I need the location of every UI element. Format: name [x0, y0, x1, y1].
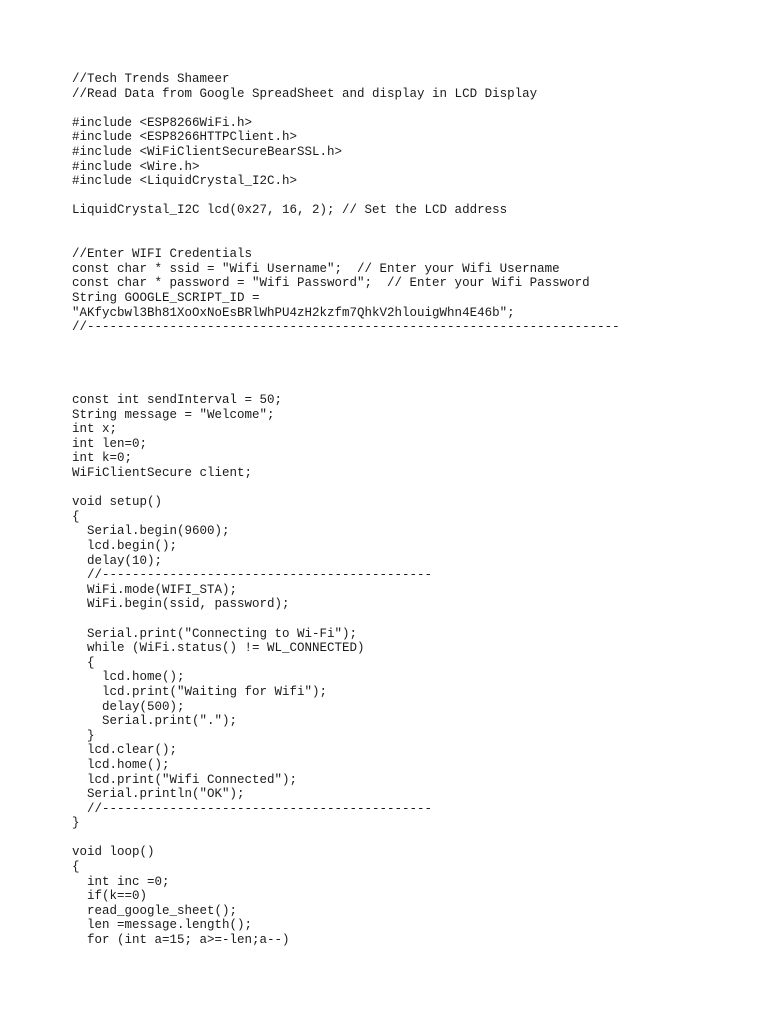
- code-line: void setup(): [72, 495, 163, 510]
- code-line: {: [72, 860, 80, 875]
- code-line: [72, 612, 752, 627]
- code-line: void loop(): [72, 845, 155, 860]
- code-line: [72, 364, 752, 379]
- code-line: WiFiClientSecure client;: [72, 466, 253, 481]
- code-line: WiFi.mode(WIFI_STA);: [72, 582, 238, 597]
- code-line: [72, 233, 752, 248]
- code-line: //Read Data from Google SpreadSheet and display in LCD Display: [72, 86, 538, 101]
- code-line: {: [72, 509, 80, 524]
- code-line: //Tech Trends Shameer: [72, 72, 230, 86]
- code-line: //Enter WIFI Credentials: [72, 247, 253, 262]
- code-line: Serial.print("Connecting to Wi-Fi");: [72, 626, 358, 641]
- code-line: for (int a=15; a>=-len;a--): [72, 933, 290, 948]
- code-line: //-----------------------------------------------------------------------: [72, 320, 620, 335]
- code-line: String message = "Welcome";: [72, 407, 275, 422]
- code-line: //--------------------------------------------: [72, 801, 433, 816]
- code-line: [72, 349, 752, 364]
- code-line: #include <LiquidCrystal_I2C.h>: [72, 174, 298, 189]
- code-line: [72, 189, 752, 204]
- code-line: {: [72, 655, 95, 670]
- code-line: [72, 831, 752, 846]
- code-line: read_google_sheet();: [72, 903, 238, 918]
- code-line: lcd.print("Waiting for Wifi");: [72, 684, 328, 699]
- code-line: #include <Wire.h>: [72, 159, 200, 174]
- code-line: LiquidCrystal_I2C lcd(0x27, 16, 2); // Set the LCD address: [72, 203, 508, 218]
- code-line: }: [72, 728, 95, 743]
- code-line: WiFi.begin(ssid, password);: [72, 597, 290, 612]
- code-line: #include <WiFiClientSecureBearSSL.h>: [72, 144, 343, 159]
- code-line: int inc =0;: [72, 874, 170, 889]
- code-line: const char * password = "Wifi Password"; // Enter your Wifi Password: [72, 276, 590, 291]
- code-line: delay(500);: [72, 699, 185, 714]
- code-line: //--------------------------------------------: [72, 568, 433, 583]
- code-document: [72, 72, 752, 948]
- code-line: [72, 378, 752, 393]
- code-line: Serial.print(".");: [72, 714, 238, 729]
- code-line: "AKfycbwl3Bh81XoOxNoEsBRlWhPU4zH2kzfm7QhkV2hlouigWhn4E46b";: [72, 305, 515, 320]
- code-line: String GOOGLE_SCRIPT_ID =: [72, 290, 260, 305]
- code-line: lcd.print("Wifi Connected");: [72, 772, 298, 787]
- code-line: const char * ssid = "Wifi Username"; // Enter your Wifi Username: [72, 261, 560, 276]
- code-line: #include <ESP8266HTTPClient.h>: [72, 130, 298, 145]
- code-line: }: [72, 816, 80, 831]
- code-line: Serial.begin(9600);: [72, 524, 230, 539]
- code-line: [72, 335, 752, 350]
- code-line: lcd.begin();: [72, 539, 178, 553]
- code-line: int len=0;: [72, 436, 148, 451]
- code-line: if(k==0): [72, 889, 148, 904]
- code-line: Serial.println("OK");: [72, 787, 245, 802]
- code-line: len =message.length();: [72, 918, 253, 933]
- code-line: [72, 481, 752, 496]
- code-line: [72, 218, 752, 233]
- code-line: delay(10);: [72, 553, 163, 568]
- code-line: [72, 101, 752, 116]
- code-line: const int sendInterval = 50;: [72, 393, 283, 408]
- code-line: lcd.home();: [72, 757, 170, 772]
- code-line: lcd.clear();: [72, 743, 178, 758]
- code-line: int x;: [72, 422, 118, 437]
- code-line: int k=0;: [72, 451, 133, 466]
- code-line: #include <ESP8266WiFi.h>: [72, 115, 253, 130]
- code-line: while (WiFi.status() != WL_CONNECTED): [72, 641, 365, 656]
- code-line: lcd.home();: [72, 670, 185, 685]
